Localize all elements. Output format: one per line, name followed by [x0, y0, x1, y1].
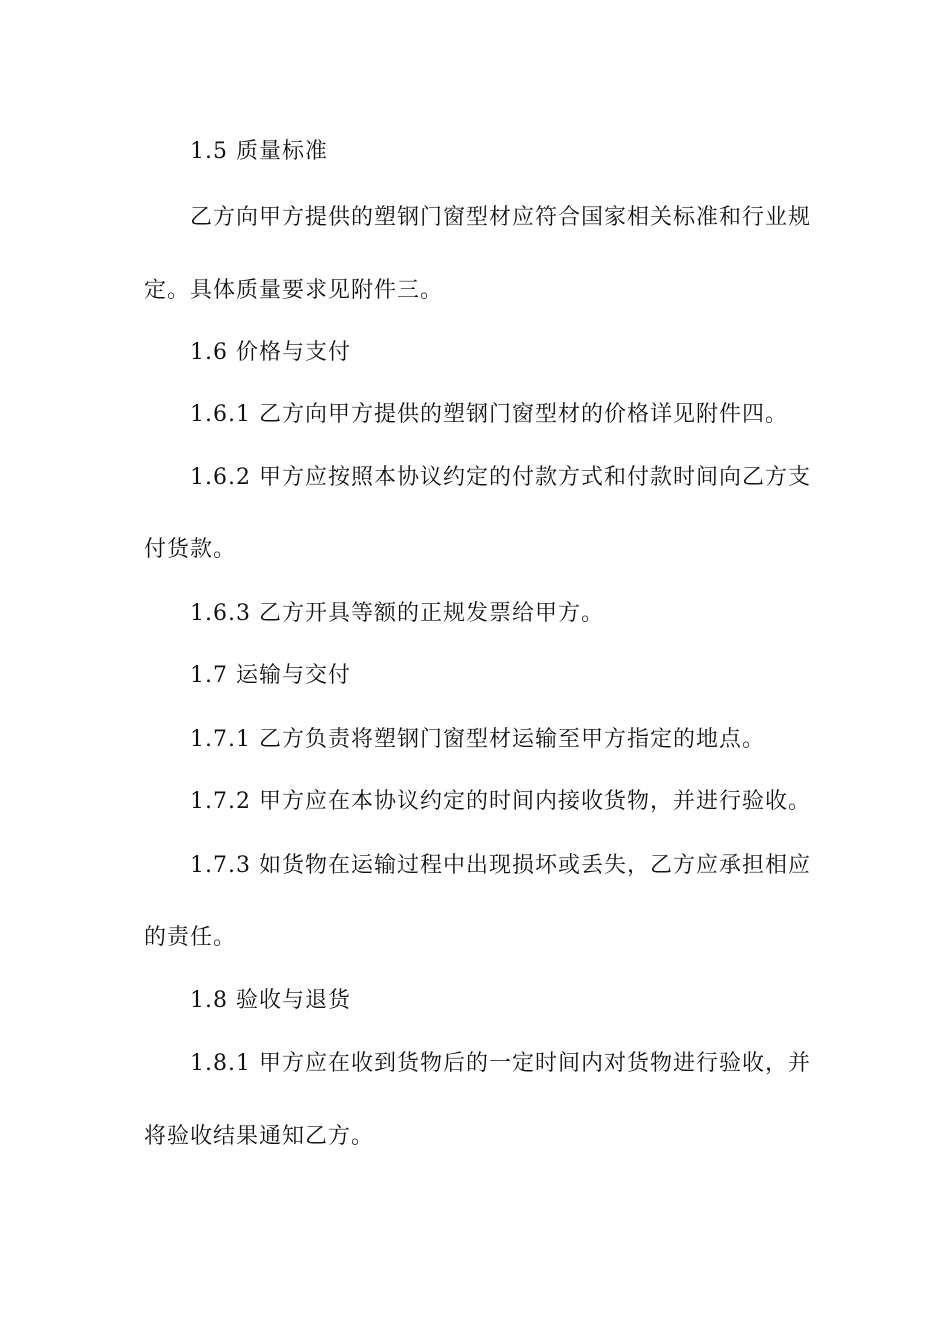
clause-1-7-2: 1.7.2 甲方应在本协议约定的时间内接收货物，并进行验收。	[190, 789, 811, 814]
clause-1-7-3-line-2: 的责任。	[144, 925, 237, 950]
clause-1-8-1-line-2: 将验收结果通知乙方。	[144, 1124, 375, 1149]
clause-1-6-3: 1.6.3 乙方开具等额的正规发票给甲方。	[190, 601, 604, 626]
clause-1-6-2-line-1: 1.6.2 甲方应按照本协议约定的付款方式和付款时间向乙方支	[190, 465, 811, 490]
section-1-5-heading: 1.5 质量标准	[190, 139, 328, 164]
clause-1-6-1: 1.6.1 乙方向甲方提供的塑钢门窗型材的价格详见附件四。	[190, 402, 788, 427]
clause-1-6-2-line-2: 付货款。	[144, 537, 237, 562]
section-1-8-heading: 1.8 验收与退货	[190, 988, 351, 1013]
section-1-6-heading: 1.6 价格与支付	[190, 340, 351, 365]
section-1-7-heading: 1.7 运输与交付	[190, 663, 351, 688]
clause-1-7-3-line-1: 1.7.3 如货物在运输过程中出现损坏或丢失，乙方应承担相应	[190, 853, 811, 878]
section-1-5-paragraph-line-2: 定。具体质量要求见附件三。	[144, 278, 444, 303]
section-1-5-paragraph-line-1: 乙方向甲方提供的塑钢门窗型材应符合国家相关标准和行业规	[190, 205, 812, 230]
clause-1-8-1-line-1: 1.8.1 甲方应在收到货物后的一定时间内对货物进行验收，并	[190, 1051, 811, 1076]
clause-1-7-1: 1.7.1 乙方负责将塑钢门窗型材运输至甲方指定的地点。	[190, 727, 765, 752]
